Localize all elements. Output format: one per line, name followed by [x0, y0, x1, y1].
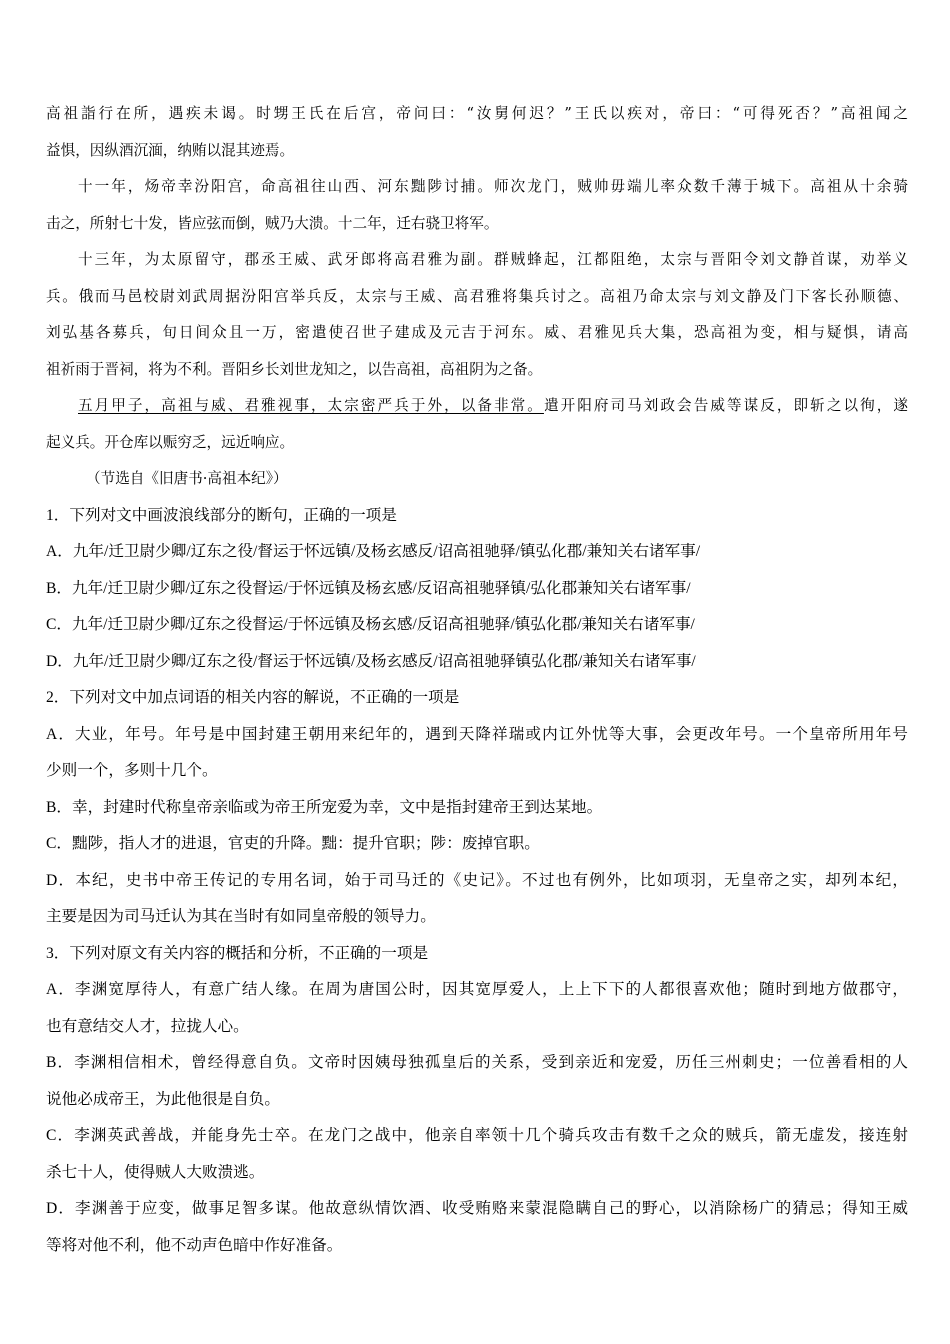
q1-option-c: C．九年/迁卫尉少卿/辽东之役督运/于怀远镇及杨玄感/反诏高祖驰驿/镇弘化郡/兼知关右诸军事/ [46, 616, 695, 633]
q1-stem: 1．下列对文中画波浪线部分的断句，正确的一项是 [46, 506, 397, 524]
q2-option-b: B．幸，封建时代称皇帝亲临或为帝王所宠爱为幸，文中是指封建帝王到达某地。 [46, 798, 603, 816]
passage-source: （节选自《旧唐书·高祖本纪》） [86, 470, 288, 487]
passage-p4-line1 [46, 388, 908, 425]
underlined-sentence: 五月甲子，高祖与威、君雅视事，太宗密严兵于外，以备非常。 [78, 397, 544, 414]
q1-option-a: A．九年/迁卫尉少卿/辽东之役/督运于怀远镇/及杨玄感反/诏高祖驰驿/镇弘化郡/兼知关右诸军事/ [46, 543, 701, 560]
q2-option-d-line1: D．本纪，史书中帝王传记的专用名词，始于司马迁的《史记》。不过也有例外，比如项羽，无皇帝之实，却列本纪， [46, 871, 908, 889]
q3-option-d-line2: 等将对他不利，他不动声色暗中作好准备。 [46, 1236, 343, 1254]
passage-p2-line2: 击之，所射七十发，皆应弦而倒，贼乃大溃。十二年，迁右骁卫将军。 [46, 214, 499, 232]
q1-option-d: D．九年/迁卫尉少卿/辽东之役/督运于怀远镇/及杨玄感反/诏高祖驰驿镇弘化郡/兼知关右诸军事/ [46, 652, 696, 670]
passage-p4-line2: 起义兵。开仓库以赈穷乏，远近响应。 [46, 433, 295, 451]
passage-p1-line1: 高祖詣行在所，遇疾未谒。时甥王氏在后宫，帝问曰：“汝舅何迟？”王氏以疾对，帝曰：“可得死否？”高祖闻之 [46, 105, 908, 122]
passage-p3-line2: 兵。俄而马邑校尉刘武周据汾阳宫举兵反，太宗与王威、高君雅将集兵讨之。高祖乃命太宗与刘文静及门下客长孙顺德、 [46, 287, 908, 305]
q3-option-a-line2: 也有意结交人才，拉拢人心。 [46, 1017, 249, 1035]
q1-option-b: B．九年/迁卫尉少卿/辽东之役督运/于怀远镇及杨玄感/反诏高祖驰驿镇/弘化郡兼知关右诸军事/ [46, 579, 691, 597]
passage-p2-line1: 十一年，炀帝幸汾阳宫，命高祖往山西、河东黜陟讨捕。师次龙门，贼帅毋端儿率众数千薄于城下。高祖从十余骑 [78, 178, 908, 195]
q2-option-a-line1: A．大业，年号。年号是中国封建王朝用来纪年的，遇到天降祥瑞或内讧外忧等大事，会更改年号。一个皇帝所用年号 [46, 725, 908, 743]
q2-stem: 2．下列对文中加点词语的相关内容的解说，不正确的一项是 [46, 689, 460, 706]
q2-option-a-line2: 少则一个，多则十几个。 [46, 762, 218, 779]
q3-option-c-line2: 杀七十人，使得贼人大败溃逃。 [46, 1163, 265, 1181]
passage-p3-line3: 刘弘基各募兵，旬日间众且一万，密遣使召世子建成及元吉于河东。威、君雅见兵大集，恐高祖为变，相与疑惧，请高 [46, 324, 908, 341]
q3-option-c-line1: C．李渊英武善战，并能身先士卒。在龙门之战中，他亲自率领十几个骑兵攻击有数千之众的贼兵，箭无虚发，接连射 [46, 1127, 908, 1144]
q3-option-a-line1: A．李渊宽厚待人，有意广结人缘。在周为唐国公时，因其宽厚爱人，上上下下的人都很喜欢他；随时到地方做郡守， [46, 981, 908, 998]
passage-p3-line1: 十三年，为太原留守，郡丞王威、武牙郎将高君雅为副。群贼蜂起，江都阻绝，太宗与晋阳令刘文静首谋，劝举义 [78, 251, 908, 268]
passage-p1-line2: 益惧，因纵酒沉湎，纳贿以混其迹焉。 [46, 141, 295, 159]
passage-p3-line4: 祖祈雨于晋祠，将为不利。晋阳乡长刘世龙知之，以告高祖，高祖阴为之备。 [46, 360, 543, 378]
document-page [46, 96, 908, 1264]
q3-stem: 3．下列对原文有关内容的概括和分析，不正确的一项是 [46, 944, 429, 962]
passage-p4-rest: 遣开阳府司马刘政会告威等谋反，即斩之以徇，遂 [543, 397, 908, 414]
q2-option-c: C．黜陟，指人才的进退，官吏的升降。黜：提升官职；陟：废掉官职。 [46, 835, 540, 852]
q3-option-b-line1: B．李渊相信相术，曾经得意自负。文帝时因姨母独孤皇后的关系，受到亲近和宠爱，历任三州刺史；一位善看相的人 [46, 1054, 908, 1071]
q3-option-b-line2: 说他必成帝王，为此他很是自负。 [46, 1090, 280, 1108]
q2-option-d-line2: 主要是因为司马迁认为其在当时有如同皇帝般的领导力。 [46, 908, 436, 925]
q3-option-d-line1: D．李渊善于应变，做事足智多谋。他故意纵情饮酒、收受贿赂来蒙混隐瞒自己的野心，以消除杨广的猜忌；得知王威 [46, 1200, 908, 1217]
